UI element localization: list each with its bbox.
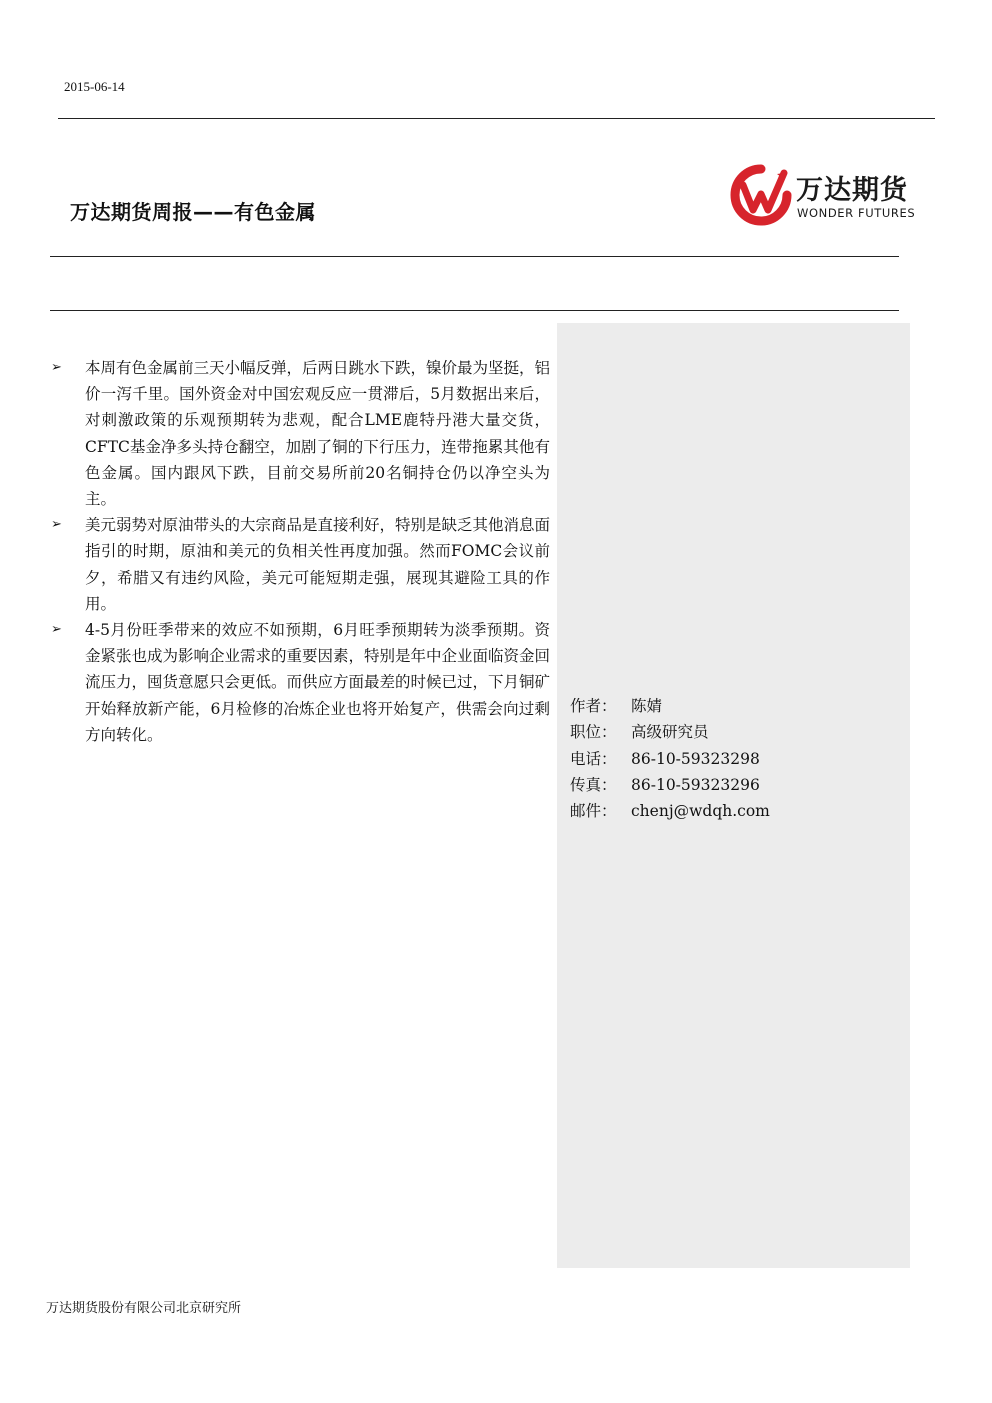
summary-list xyxy=(50,355,550,748)
title-divider-bottom xyxy=(50,310,899,311)
logo-name-cn: 万达期货 xyxy=(796,175,908,206)
arrow-bullet-icon: ➢ xyxy=(51,622,62,638)
title-divider-top xyxy=(50,256,899,257)
contact-author-label: 作者： xyxy=(570,697,617,715)
contact-phone-label: 电话： xyxy=(570,749,617,768)
summary-item xyxy=(50,355,550,512)
contact-email-label: 邮件： xyxy=(570,802,617,821)
contact-fax-label: 传真： xyxy=(570,775,617,794)
contact-position-row xyxy=(570,719,770,745)
contact-position-label: 职位： xyxy=(570,723,617,742)
contact-phone-value: 86-10-59323298 xyxy=(631,749,760,768)
contact-author-value: 陈婧 xyxy=(631,697,663,715)
contact-position-value: 高级研究员 xyxy=(631,723,709,742)
contact-email-row xyxy=(570,798,770,824)
arrow-bullet-icon: ➢ xyxy=(51,517,62,533)
summary-item-text: 4-5月份旺季带来的效应不如预期，6月旺季预期转为淡季预期。资金紧张也成为影响企业需求的重要因素，特别是年中企业面临资金回流压力，囤货意愿只会更低。而供应方面最差的时候已过，下月铜矿开始释放新产能，6月检修的冶炼企业也将开始复产，供需会向过剩方向转化。 xyxy=(85,621,551,744)
wonder-futures-logo xyxy=(730,162,940,228)
header-divider xyxy=(58,118,935,119)
wonder-futures-logo-icon xyxy=(730,164,792,226)
footer-organization: 万达期货股份有限公司北京研究所 xyxy=(46,1301,242,1316)
report-title: 万达期货周报——有色金属 xyxy=(70,200,316,224)
contact-info xyxy=(570,693,770,824)
report-date: 2015-06-14 xyxy=(64,79,125,94)
summary-item-text: 美元弱势对原油带头的大宗商品是直接利好，特别是缺乏其他消息面指引的时期，原油和美元的负相关性再度加强。然而FOMC会议前夕，希腊又有违约风险，美元可能短期走强，展现其避险工具的作用。 xyxy=(85,516,551,613)
arrow-bullet-icon: ➢ xyxy=(51,360,62,375)
summary-item xyxy=(50,512,550,617)
summary-item-text: 本周有色金属前三天小幅反弹，后两日跳水下跌，镍价最为坚挺，铝价一泻千里。国外资金对中国宏观反应一贯滞后，5月数据出来后，对刺激政策的乐观预期转为悲观，配合LME鹿特丹港大量交货，CFTC基金净多头持仓翻空，加剧了铜的下行压力，连带拖累其他有色金属。国内跟风下跌，目前交易所前20名铜持仓仍以净空头为主。 xyxy=(85,359,551,509)
contact-author-row xyxy=(570,693,770,719)
contact-fax-row xyxy=(570,772,770,798)
summary-item xyxy=(50,617,550,748)
contact-phone-row xyxy=(570,746,770,772)
logo-name-en: WONDER FUTURES xyxy=(797,206,916,220)
contact-fax-value: 86-10-59323296 xyxy=(631,775,760,794)
contact-email-value[interactable]: chenj@wdqh.com xyxy=(631,802,770,821)
